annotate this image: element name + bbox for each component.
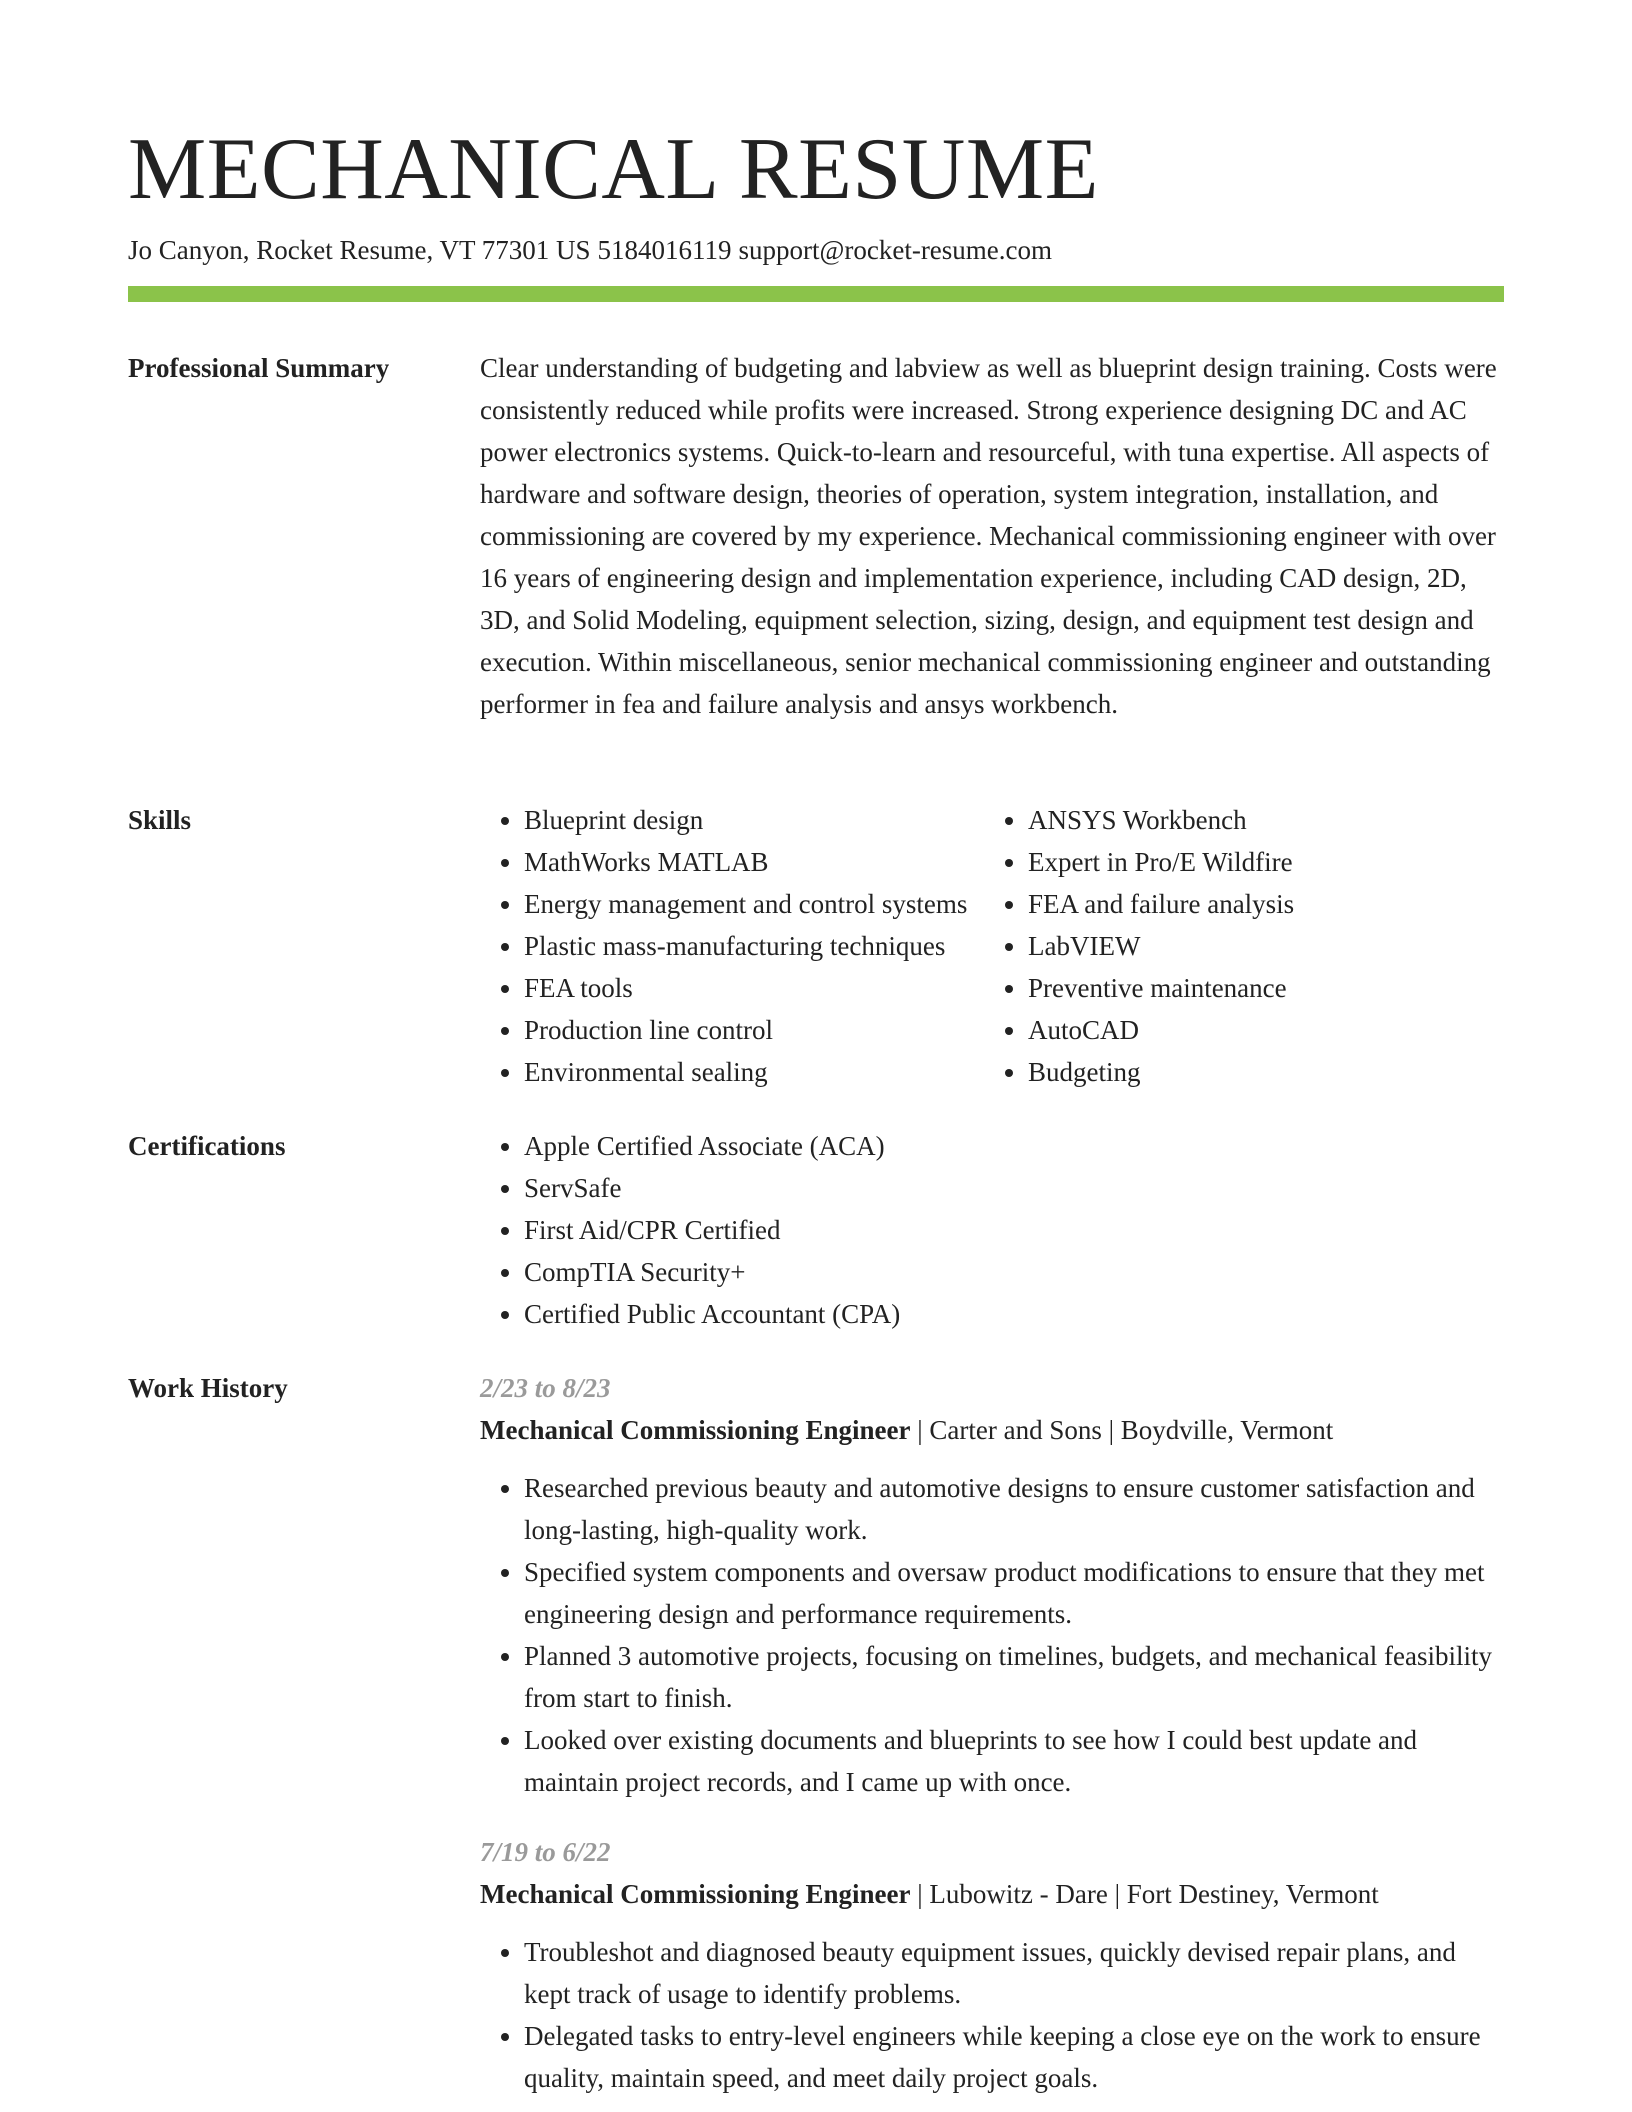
job-bullet: • Looked over existing documents and blueprints to see how I could best update and maintain project records, and I came up with once. xyxy=(524,1719,1504,1803)
skills-list-right xyxy=(984,799,1548,1093)
job-title: Mechanical Commissioning Engineer xyxy=(480,1415,911,1445)
certifications-heading: Certifications xyxy=(128,1131,286,1161)
header-divider xyxy=(128,286,1504,302)
skill-item: • Expert in Pro/E Wildfire xyxy=(1028,841,1548,883)
job-details: | Carter and Sons | Boydville, Vermont xyxy=(910,1415,1334,1445)
summary-body xyxy=(480,347,1504,725)
job-dates: 7/19 to 6/22 xyxy=(480,1837,611,1867)
certification-item: • ServSafe xyxy=(524,1167,1504,1209)
job-bullet: • Planned 3 automotive projects, focusing on timelines, budgets, and mechanical feasibility from start to finish. xyxy=(524,1635,1504,1719)
skill-item: • ANSYS Workbench xyxy=(1028,799,1548,841)
contact-email: support@rocket-resume.com xyxy=(738,235,1053,265)
skill-item: • Plastic mass-manufacturing techniques xyxy=(524,925,1028,967)
work-history-body xyxy=(480,1367,1504,2099)
job-bullet: • Troubleshot and diagnosed beauty equipment issues, quickly devised repair plans, and kept track of usage to identify problems. xyxy=(524,1931,1504,2015)
skill-item: • AutoCAD xyxy=(1028,1009,1548,1051)
job-entry xyxy=(480,1367,1504,1803)
job-dates: 2/23 to 8/23 xyxy=(480,1373,611,1403)
job-details: | Lubowitz - Dare | Fort Destiney, Vermont xyxy=(910,1879,1379,1909)
skill-item: • MathWorks MATLAB xyxy=(524,841,1028,883)
certification-item: • CompTIA Security+ xyxy=(524,1251,1504,1293)
contact-phone: 5184016119 xyxy=(597,235,732,265)
skill-item: • Preventive maintenance xyxy=(1028,967,1548,1009)
skill-item: • Production line control xyxy=(524,1009,1028,1051)
skills-list-left xyxy=(480,799,1028,1093)
job-bullet: • Specified system components and oversaw product modifications to ensure that they met engineering design and performance requirements. xyxy=(524,1551,1504,1635)
job-bullet: • Researched previous beauty and automotive designs to ensure customer satisfaction and long-lasting, high-quality work. xyxy=(524,1467,1504,1551)
skill-item: • Blueprint design xyxy=(524,799,1028,841)
job-heading xyxy=(480,1409,1504,1451)
certifications-body xyxy=(480,1125,1504,1335)
skill-item: • LabVIEW xyxy=(1028,925,1548,967)
certifications-list xyxy=(480,1125,1504,1335)
contact-address: Jo Canyon, Rocket Resume, VT 77301 US xyxy=(128,235,591,265)
skill-item: • FEA and failure analysis xyxy=(1028,883,1548,925)
job-heading xyxy=(480,1873,1504,1915)
summary-heading: Professional Summary xyxy=(128,353,390,383)
certification-item: • First Aid/CPR Certified xyxy=(524,1209,1504,1251)
skill-item: • Environmental sealing xyxy=(524,1051,1028,1093)
skills-heading: Skills xyxy=(128,805,192,835)
skills-body xyxy=(480,799,1504,1093)
skill-item: • Energy management and control systems xyxy=(524,883,1028,925)
job-title: Mechanical Commissioning Engineer xyxy=(480,1879,911,1909)
resume-title: MECHANICAL RESUME xyxy=(128,121,1099,218)
skill-item: • FEA tools xyxy=(524,967,1028,1009)
certification-item: • Apple Certified Associate (ACA) xyxy=(524,1125,1504,1167)
job-bullets xyxy=(480,1931,1504,2099)
job-bullet: • Delegated tasks to entry-level engineers while keeping a close eye on the work to ensure quality, maintain speed, and meet daily project goals. xyxy=(524,2015,1504,2099)
skill-item: • Budgeting xyxy=(1028,1051,1548,1093)
certification-item: • Certified Public Accountant (CPA) xyxy=(524,1293,1504,1335)
summary-text: Clear understanding of budgeting and labview as well as blueprint design training. Costs were consistently reduced while profits were increased. Strong experience designing DC and AC power electronics systems. Quick-to-learn and resourceful, with tuna expertise. All aspects of hardware and software design, theories of operation, system integration, installation, and commissioning are covered by my experience. Mechanical commissioning engineer with over 16 years of engineering design and implementation experience, including CAD design, 2D, 3D, and Solid Modeling, equipment selection, sizing, design, and equipment test design and execution. Within miscellaneous, senior mechanical commissioning engineer and outstanding performer in fea and failure analysis and ansys workbench. xyxy=(480,353,1497,719)
work-history-heading: Work History xyxy=(128,1373,288,1403)
job-bullets xyxy=(480,1467,1504,1803)
contact-line xyxy=(128,232,1052,268)
job-entry xyxy=(480,1831,1504,2099)
